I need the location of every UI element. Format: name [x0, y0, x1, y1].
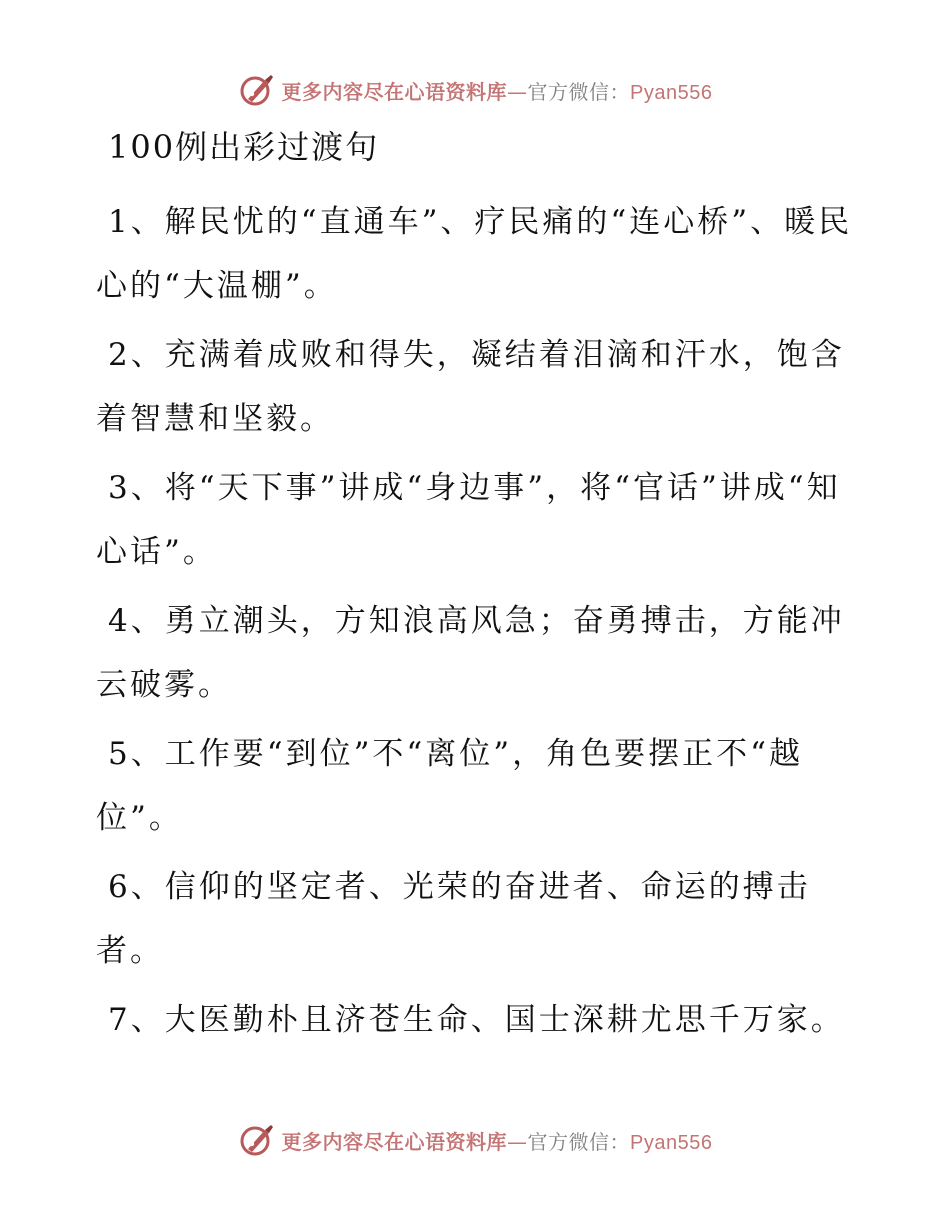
- banner-wechat-id: Pyan556: [630, 1131, 713, 1154]
- page-title: 100例出彩过渡句: [108, 128, 380, 166]
- banner-wechat-label: 官方微信：: [527, 1129, 631, 1154]
- banner-wechat-id: Pyan556: [630, 81, 713, 104]
- banner-main-text: 更多内容尽在心语资料库: [281, 1129, 508, 1154]
- footer-banner: [0, 1120, 950, 1160]
- banner-wechat-label: 官方微信：: [527, 79, 631, 104]
- banner-text: [282, 1126, 713, 1155]
- sentence-list: [96, 190, 856, 1057]
- banner-separator: —: [507, 79, 528, 104]
- list-item: 1、解民忧的“直通车”、疗民痛的“连心桥”、暖民心的“大温棚”。: [96, 204, 853, 304]
- list-item: 3、将“天下事”讲成“身边事”，将“官话”讲成“知心话”。: [96, 470, 841, 570]
- header-banner: [0, 70, 950, 110]
- list-item: 6、信仰的坚定者、光荣的奋进者、命运的搏击者。: [96, 869, 811, 969]
- pen-circle-logo-icon: [238, 72, 276, 108]
- banner-main-text: 更多内容尽在心语资料库: [281, 79, 508, 104]
- pen-circle-logo-icon: [238, 1122, 276, 1158]
- list-item: 2、充满着成败和得失，凝结着泪滴和汗水，饱含着智慧和坚毅。: [96, 337, 845, 437]
- banner-text: [282, 76, 713, 105]
- list-item: 4、勇立潮头，方知浪高风急；奋勇搏击，方能冲云破雾。: [96, 603, 845, 703]
- banner-separator: —: [507, 1129, 528, 1154]
- list-item: 7、大医勤朴且济苍生命、国士深耕尤思千万家。: [108, 1002, 845, 1038]
- list-item: 5、工作要“到位”不“离位”，角色要摆正不“越位”。: [96, 736, 803, 836]
